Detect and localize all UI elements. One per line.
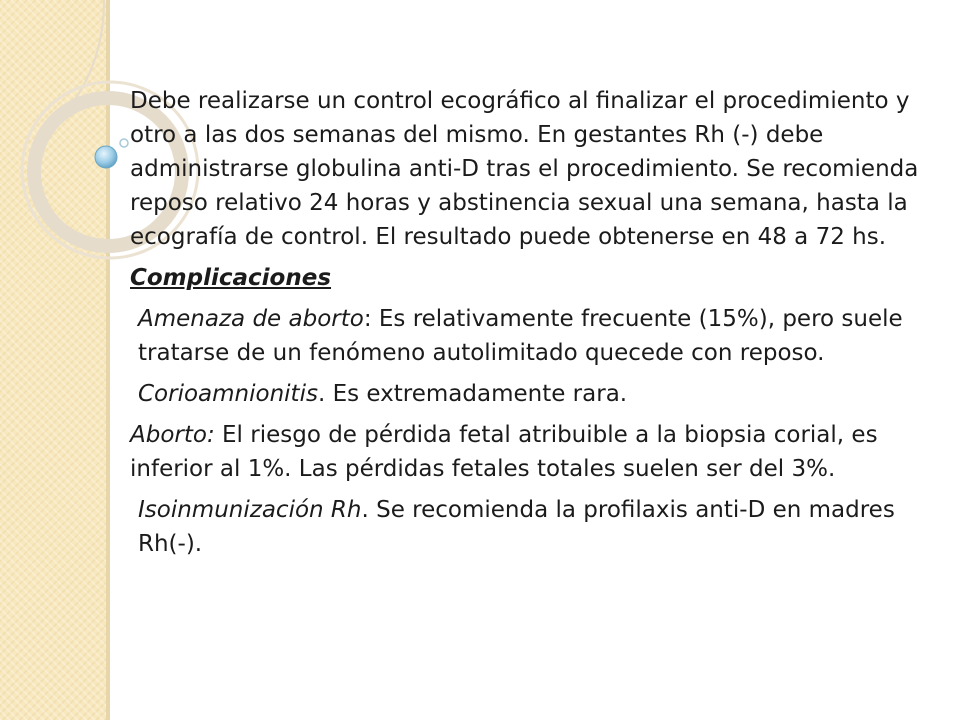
term-rh-isoimmunization: Isoinmunización Rh [138,497,362,523]
intro-paragraph: Debe realizarse un control ecográfico al finalizar el procedimiento y otro a las dos semanas del mismo. En gestantes Rh (-) debe administrarse globulina anti-D tras el procedimiento. Se recomienda reposo relativo 24 horas y abstinencia sexual una semana, hasta la ecografía de control. El resultado puede obtenerse en 48 a 72 hs. [130,88,919,250]
slide-content [130,84,948,568]
small-dot [120,139,128,147]
text-abortion: El riesgo de pérdida fetal atribuible a la biopsia corial, es inferior al 1%. Las pérdidas fetales totales suelen ser del 3%. [130,422,878,482]
complication-chorioamnionitis [130,377,948,411]
text-threatened-abortion: : Es relativamente frecuente (15%), pero suele tratarse de un fenómeno autolimitado quecede con reposo. [138,306,903,366]
term-chorioamnionitis: Corioamnionitis [138,381,318,407]
text-chorioamnionitis: . Es extremadamente rara. [317,381,628,407]
term-abortion: Aborto: [130,422,215,448]
complication-abortion [130,418,948,486]
blue-bullet-dot [95,146,117,168]
text-rh-isoimmunization: . Se recomienda la profilaxis anti-D en madres Rh(-). [138,497,895,557]
complication-threatened-abortion [130,302,948,370]
term-threatened-abortion: Amenaza de aborto [138,306,364,332]
complication-rh-isoimmunization [130,493,948,561]
complications-heading: Complicaciones [130,265,332,291]
